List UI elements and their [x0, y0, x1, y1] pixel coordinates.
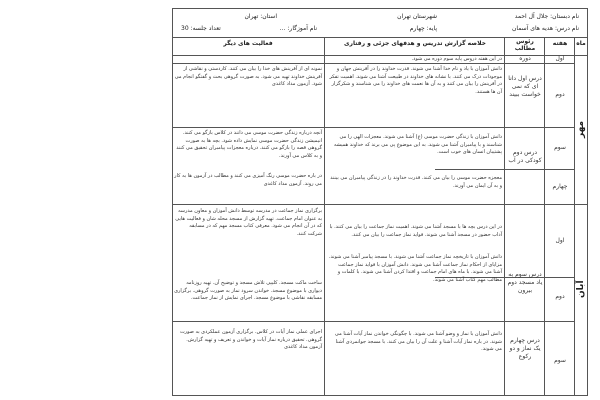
col-summary: خلاصه گزارش تدریس و هدفهای جزئی و رفتاری — [343, 40, 486, 47]
row-divider — [435, 169, 575, 170]
city-name: شهرستان تهران — [397, 13, 437, 20]
table-header-info — [173, 9, 587, 38]
other-activities-text: ساخت ماکت مسجد. کلیپی تلاش مسجد و توضیح آن. تهیه روزنامه دیواری با موضوع مسجد. خواندن سرود نماز به صورت گروهی. برگزاری مسابقه نقاشی با موضوع مسجد. اجرای نمایش از نماز جماعت. — [174, 280, 322, 301]
lesson-title: درس چهارم یک نماز و دو رکوع — [509, 337, 541, 360]
week-label: سوم — [554, 357, 566, 364]
grade: پایه: چهارم — [409, 25, 437, 32]
summary-text: دانش آموزان با یاد و نام خدا آشنا می شوند. قدرت خداوند را در آفرینش جهان و موجودات درک می کنند. با نشانه های خداوند در طبیعت آشنا می شوند. اهمیت تفکر در آفرینش را بیان می کنند و به آن ها نعمت های خداوند را می شناسند و شکرگزار آن ها هستند. — [329, 66, 502, 95]
summary-text: در این هفته دروس پایه سوم دوره می شود. — [411, 56, 502, 62]
week-label: دوم — [555, 91, 565, 98]
teacher-name: نام آموزگار: ... — [279, 25, 317, 32]
col-divider — [324, 37, 325, 395]
lesson-name: نام درس: هدیه های آسمان — [511, 25, 579, 32]
month-label: آبان — [576, 280, 586, 298]
column-headers — [173, 37, 587, 56]
summary-text: دانش آموزان با تاریخچه نماز جماعت آشنا می شوند. با مسجد پیامبر آشنا می شوند. مزایای از احکام نماز جماعت آشنا می شوند. دانش آموزان با فواید نماز جماعت آشنا می شوند. با ماه های امام جماعت و اقتدا کردن آشنا می شوند. با کلمات و مطالب مهم کتاب آشنا می شوند. — [328, 254, 502, 283]
row-divider — [173, 321, 575, 322]
other-activities-text: آنچه درباره زندگی حضرت موسی می دانند در کلاس بازگو می کنند. انیمیشن زندگی حضرت موسی نمایش داده شود. بچه ها به صورت گروهی قصه را بازگو می کنند. درباره معجزات پیامبران تحقیق می کنند و به کلاس می آورند. — [176, 130, 322, 159]
week-label: چهارم — [552, 183, 568, 190]
other-activities-text: در باره حضرت موسی رنگ آمیزی می کنند و مطالب در آزمون ها به کار می روند. آزمون مداد کاغذی — [174, 173, 322, 187]
col-week: هفته — [552, 40, 568, 47]
month-label: مهر — [576, 120, 586, 138]
row-divider — [173, 127, 575, 128]
col-month: ماه — [576, 40, 586, 47]
col-lesson-title: رئوس مطالب — [514, 38, 536, 52]
week-label: اول — [555, 237, 565, 244]
col-other: فعالیت های دیگر — [223, 40, 273, 47]
lesson-title: درس دوم کودکی در آب — [508, 149, 542, 164]
week-label: اول — [555, 55, 565, 62]
week-label: دوم — [555, 293, 565, 300]
summary-text: دانش آموزان با نماز و وضو آشنا می شوند. با چگونگی خواندن نماز آیات آشنا می شوند. در باره نماز آیات آشنا و علت آن را بیان می کنند. با مسجد جوانمردی آشنا می شوند. — [334, 331, 502, 352]
other-activities-text: برگزاری نماز جماعت در مدرسه توسط دانش آموزان و معاون مدرسه به عنوان امام جماعت. تهیه گزارش از مسجد محله شان و فعالیت هایی که در آن انجام می شود. معرفی کتاب مسجد مهم که در مسابقه شرکت کنند. — [175, 208, 322, 237]
other-activities-text: نمونه ای از آفرینش های خدا را بیان می کنند. کاردستی و نقاشی از آفرینش خداوند تهیه می شود. به صورت گروهی بحث و گفتگو انجام می شود. آزمون مداد کاغذی — [174, 66, 322, 87]
row-divider — [173, 204, 587, 205]
province-name: استان: تهران — [244, 13, 277, 20]
session-count: تعداد جلسه: 30 — [181, 25, 221, 32]
other-activities-text: اجرای عملی نماز آیات در کلاس. برگزاری آزمون عملکردی به صورت گروهی. تحقیق درباره نماز آیات و خواندن و تعریف و تهیه گزارش. آزمون مداد کاغذی — [179, 329, 322, 350]
school-name: نام دبستان: جلال آل احمد — [514, 13, 579, 20]
summary-text: در این درس بچه ها با مسجد آشنا می شوند. اهمیت نماز جماعت را بیان می کنند. با آداب حضور در مسجد آشنا می شوند. فواید نماز جماعت را بیان می کنند. — [329, 224, 502, 238]
summary-text: دانش آموزان با زندگی حضرت موسی (ع) آشنا می شوند. معجزات الهی را می شناسند و با پیامبران آشنا می شوند. به این موضوع پی می برند که خداوند همیشه پشتیبان انسان های خوب است. — [333, 134, 502, 155]
lesson-title: درس اول دانا ای که نمی خواست ببیند — [508, 75, 542, 98]
lesson-title: درس سوم به یاد مسجد دوم بیرون — [507, 271, 543, 294]
lesson-title: دوره — [519, 55, 531, 62]
lesson-plan-table — [172, 8, 588, 396]
col-divider — [504, 37, 505, 395]
week-label: سوم — [554, 144, 566, 151]
summary-text: معجزه حضرت موسی را بیان می کنند. قدرت خداوند را در زندگی پیامبران می بینند و به آن ایمان می آورند. — [330, 175, 502, 189]
